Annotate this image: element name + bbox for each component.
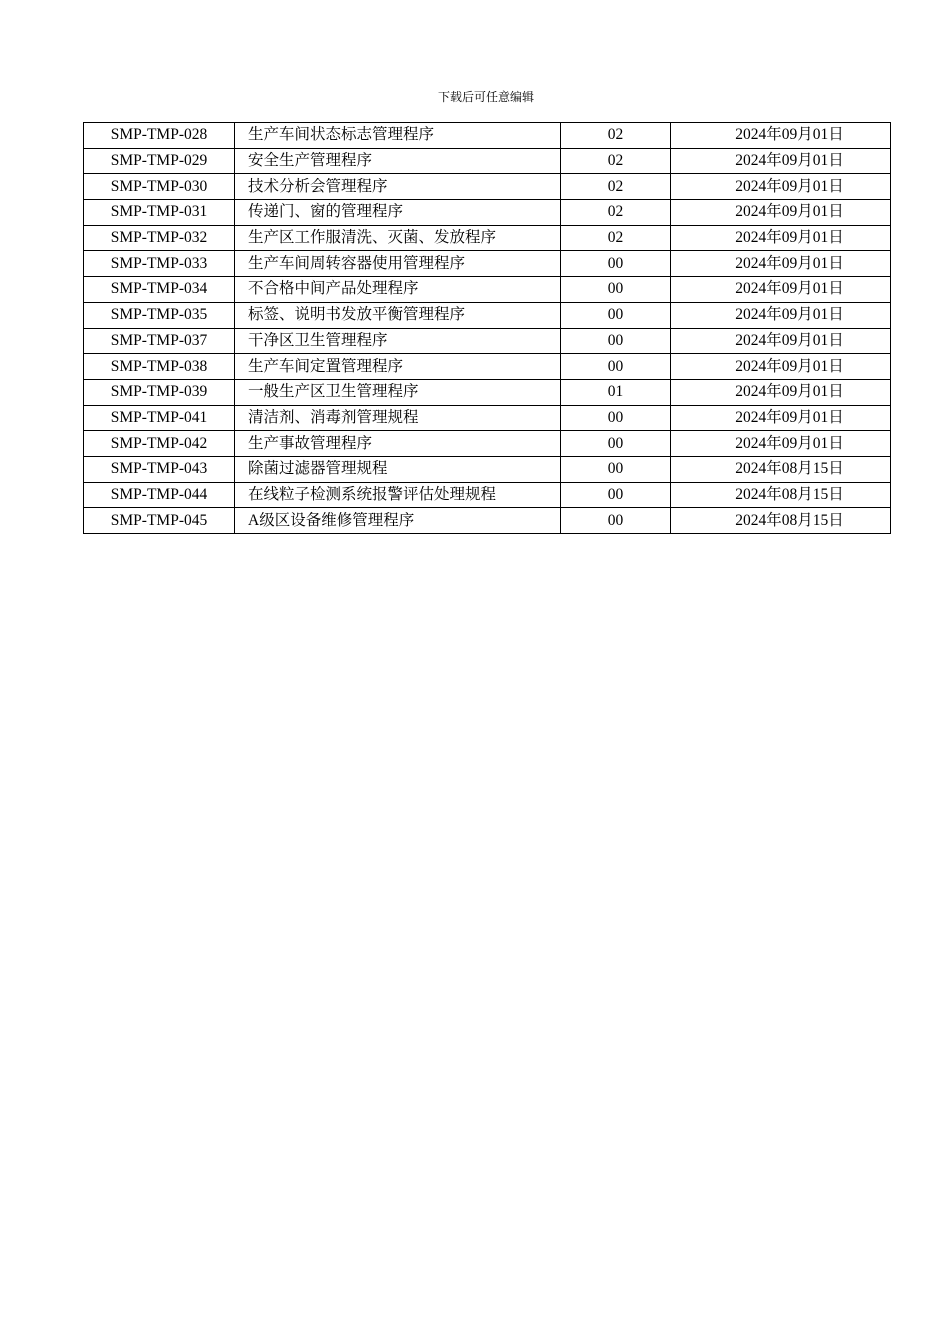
- document-version: 00: [561, 251, 671, 277]
- table-row: [84, 302, 891, 328]
- document-code: SMP-TMP-043: [84, 456, 235, 482]
- document-code: SMP-TMP-033: [84, 251, 235, 277]
- document-list-table: [83, 122, 891, 534]
- document-code: SMP-TMP-042: [84, 431, 235, 457]
- document-code: SMP-TMP-031: [84, 200, 235, 226]
- effective-date: 2024年09月01日: [671, 200, 891, 226]
- effective-date: 2024年09月01日: [671, 405, 891, 431]
- document-version: 00: [561, 482, 671, 508]
- table-row: [84, 405, 891, 431]
- document-version: 00: [561, 354, 671, 380]
- effective-date: 2024年08月15日: [671, 508, 891, 534]
- table-row: [84, 328, 891, 354]
- document-name: 生产车间定置管理程序: [235, 354, 561, 380]
- table-row: [84, 123, 891, 149]
- document-code: SMP-TMP-044: [84, 482, 235, 508]
- document-version: 02: [561, 123, 671, 149]
- document-name: 标签、说明书发放平衡管理程序: [235, 302, 561, 328]
- effective-date: 2024年09月01日: [671, 302, 891, 328]
- effective-date: 2024年09月01日: [671, 251, 891, 277]
- document-name: 安全生产管理程序: [235, 148, 561, 174]
- document-code: SMP-TMP-028: [84, 123, 235, 149]
- table-row: [84, 431, 891, 457]
- table-row: [84, 277, 891, 303]
- effective-date: 2024年09月01日: [671, 148, 891, 174]
- effective-date: 2024年08月15日: [671, 482, 891, 508]
- table-row: [84, 508, 891, 534]
- document-version: 02: [561, 148, 671, 174]
- document-code: SMP-TMP-038: [84, 354, 235, 380]
- table-row: [84, 354, 891, 380]
- table-row: [84, 456, 891, 482]
- document-version: 01: [561, 379, 671, 405]
- table-row: [84, 200, 891, 226]
- document-version: 00: [561, 328, 671, 354]
- document-name: 不合格中间产品处理程序: [235, 277, 561, 303]
- document-code: SMP-TMP-032: [84, 225, 235, 251]
- document-name: A级区设备维修管理程序: [235, 508, 561, 534]
- document-name: 在线粒子检测系统报警评估处理规程: [235, 482, 561, 508]
- document-name: 生产车间周转容器使用管理程序: [235, 251, 561, 277]
- document-code: SMP-TMP-034: [84, 277, 235, 303]
- document-version: 02: [561, 200, 671, 226]
- document-code: SMP-TMP-039: [84, 379, 235, 405]
- document-version: 02: [561, 174, 671, 200]
- table-row: [84, 251, 891, 277]
- effective-date: 2024年09月01日: [671, 277, 891, 303]
- document-version: 00: [561, 508, 671, 534]
- document-version: 00: [561, 277, 671, 303]
- document-name: 生产事故管理程序: [235, 431, 561, 457]
- effective-date: 2024年09月01日: [671, 379, 891, 405]
- document-name: 一般生产区卫生管理程序: [235, 379, 561, 405]
- document-code: SMP-TMP-035: [84, 302, 235, 328]
- document-name: 清洁剂、消毒剂管理规程: [235, 405, 561, 431]
- document-version: 00: [561, 431, 671, 457]
- document-version: 00: [561, 405, 671, 431]
- document-name: 传递门、窗的管理程序: [235, 200, 561, 226]
- document-code: SMP-TMP-037: [84, 328, 235, 354]
- table-row: [84, 225, 891, 251]
- table-row: [84, 174, 891, 200]
- table-row: [84, 482, 891, 508]
- document-code: SMP-TMP-030: [84, 174, 235, 200]
- document-code: SMP-TMP-045: [84, 508, 235, 534]
- effective-date: 2024年09月01日: [671, 354, 891, 380]
- table-row: [84, 148, 891, 174]
- effective-date: 2024年09月01日: [671, 123, 891, 149]
- document-name: 除菌过滤器管理规程: [235, 456, 561, 482]
- document-version: 00: [561, 456, 671, 482]
- document-code: SMP-TMP-041: [84, 405, 235, 431]
- document-name: 干净区卫生管理程序: [235, 328, 561, 354]
- page-header-note: 下载后可任意编辑: [437, 90, 534, 104]
- document-name: 生产区工作服清洗、灭菌、发放程序: [235, 225, 561, 251]
- effective-date: 2024年09月01日: [671, 225, 891, 251]
- effective-date: 2024年08月15日: [671, 456, 891, 482]
- document-code: SMP-TMP-029: [84, 148, 235, 174]
- document-version: 02: [561, 225, 671, 251]
- effective-date: 2024年09月01日: [671, 328, 891, 354]
- table-row: [84, 379, 891, 405]
- effective-date: 2024年09月01日: [671, 174, 891, 200]
- document-name: 技术分析会管理程序: [235, 174, 561, 200]
- effective-date: 2024年09月01日: [671, 431, 891, 457]
- document-name: 生产车间状态标志管理程序: [235, 123, 561, 149]
- document-version: 00: [561, 302, 671, 328]
